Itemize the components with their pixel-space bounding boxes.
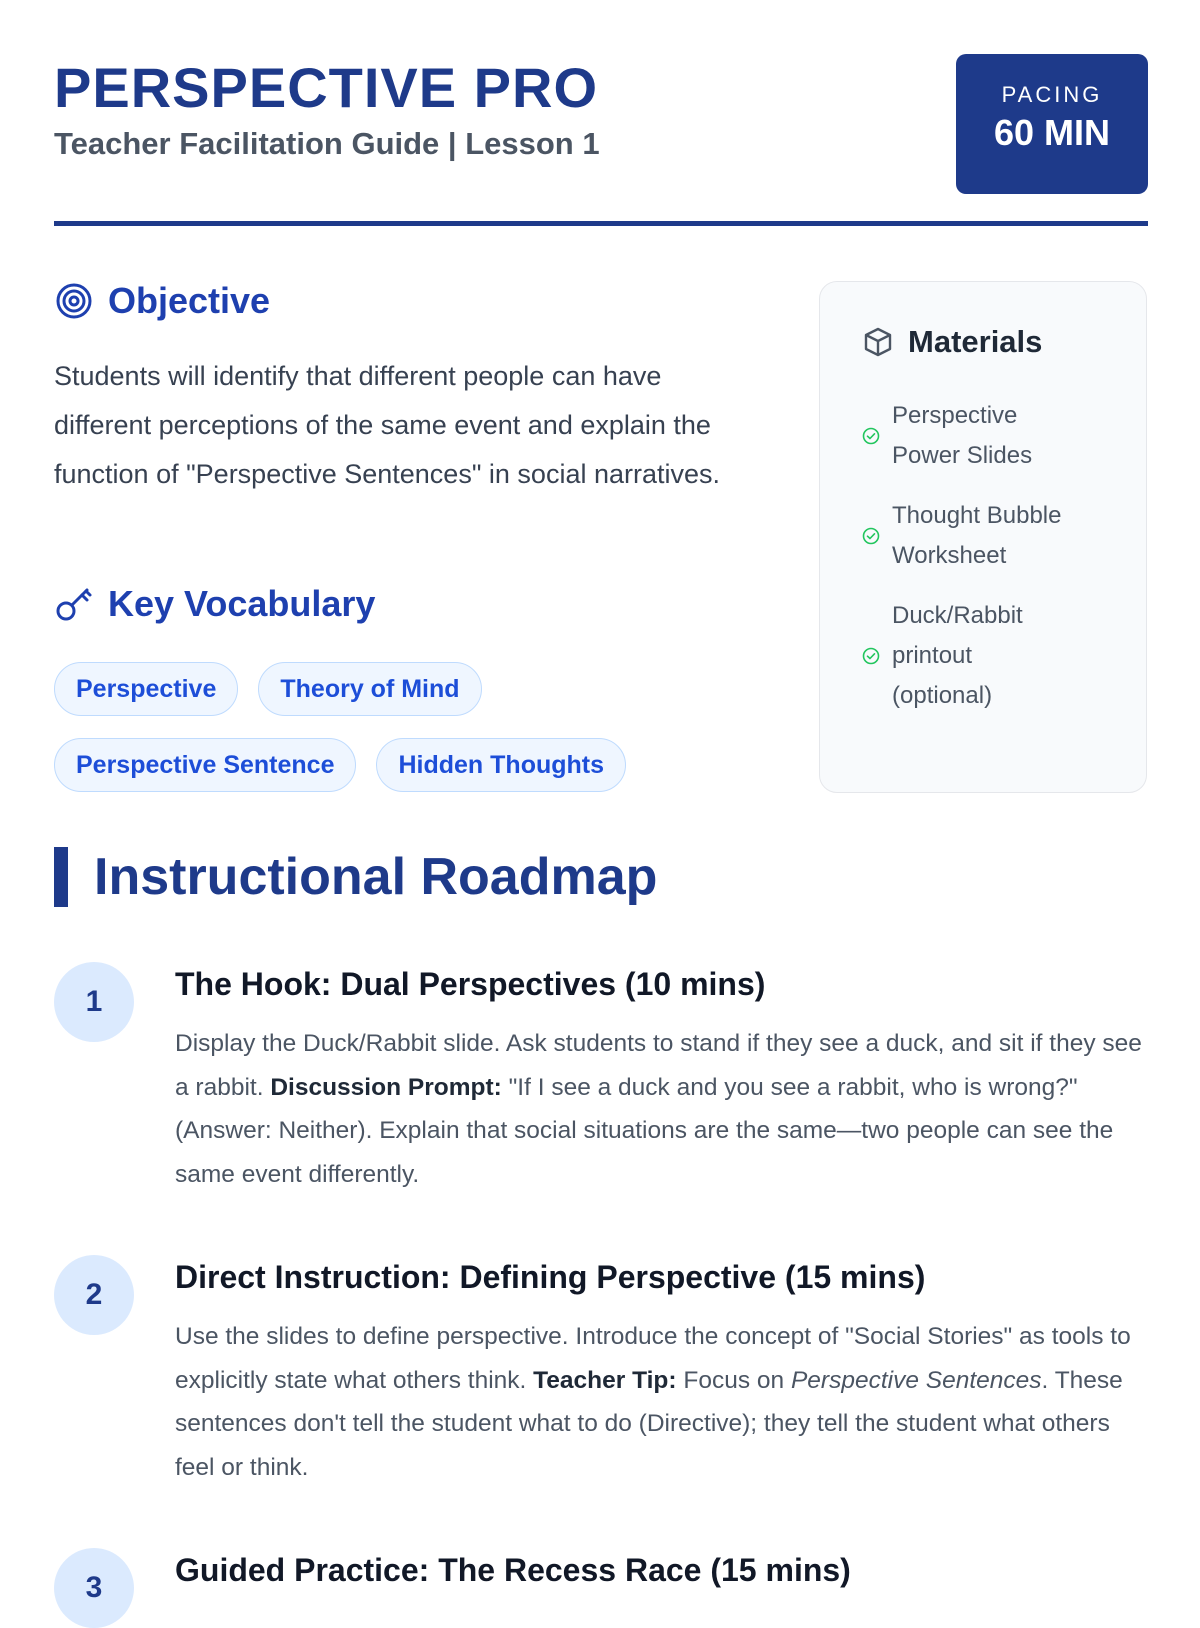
materials-item xyxy=(862,596,1122,716)
vocab-chip: Theory of Mind xyxy=(258,662,481,716)
step-title: Guided Practice: The Recess Race (15 mins) xyxy=(175,1552,851,1588)
vocab-chip: Perspective Sentence xyxy=(54,738,356,792)
step-body-emphasis: Perspective Sentences xyxy=(790,1366,1042,1394)
step-title: Direct Instruction: Defining Perspective (15 mins) xyxy=(175,1259,926,1295)
materials-item xyxy=(862,496,1122,576)
check-circle-icon xyxy=(862,427,880,445)
step-body-text: . These sentences don't tell the student what to do (Directive); they tell the student what others feel or think. xyxy=(175,1366,1123,1481)
check-circle-icon xyxy=(862,527,880,545)
materials-item-label: Duck/Rabbit printout (optional) xyxy=(892,602,1023,709)
objective-text: Students will identify that different people can have different perceptions of the same event and explain the function of "Perspective Sentences" in social narratives. xyxy=(54,361,721,489)
check-circle-icon xyxy=(862,647,880,665)
step-body-text: Display the Duck/Rabbit slide. Ask students to stand if they see a duck, and sit if they see a rabbit. xyxy=(175,1030,1142,1101)
pacing-label: PACING xyxy=(1001,82,1103,107)
step-number: 2 xyxy=(54,1255,134,1335)
page-subtitle: Teacher Facilitation Guide | Lesson 1 xyxy=(54,126,600,161)
step-number: 3 xyxy=(54,1548,134,1628)
pacing-badge xyxy=(956,54,1148,194)
vocab-chip: Perspective xyxy=(54,662,238,716)
vocabulary-chips xyxy=(54,662,774,814)
step-body xyxy=(175,1022,1155,1196)
step-body-label: Discussion Prompt: xyxy=(270,1073,502,1101)
step-title: The Hook: Dual Perspectives (10 mins) xyxy=(175,966,766,1002)
materials-item xyxy=(862,396,1122,476)
box-icon xyxy=(862,326,894,358)
materials-card xyxy=(819,281,1147,793)
materials-item-label: Perspective Power Slides xyxy=(892,402,1033,469)
roadmap-heading xyxy=(54,847,657,907)
step-body-text: "If I see a duck and you see a rabbit, who is wrong?" (Answer: Neither). Explain that social situations are the same—two people can see the same event differently. xyxy=(175,1073,1114,1188)
step-body-text: Focus on xyxy=(676,1366,791,1394)
vocabulary-heading xyxy=(54,583,375,625)
materials-heading-label: Materials xyxy=(908,324,1043,359)
key-icon xyxy=(54,584,94,624)
roadmap-accent-bar xyxy=(54,847,68,907)
vocab-chip: Hidden Thoughts xyxy=(376,738,626,792)
materials-heading xyxy=(862,324,1042,360)
step-number: 1 xyxy=(54,962,134,1042)
objective-heading-label: Objective xyxy=(108,280,271,321)
header-divider xyxy=(54,221,1148,226)
page-title: PERSPECTIVE PRO xyxy=(54,56,599,119)
step-body xyxy=(175,1315,1155,1489)
objective-heading xyxy=(54,280,270,322)
pacing-value: 60 MIN xyxy=(993,112,1111,153)
target-icon xyxy=(54,281,94,321)
roadmap-title: Instructional Roadmap xyxy=(94,848,658,906)
vocabulary-heading-label: Key Vocabulary xyxy=(108,583,376,624)
materials-item-label: Thought Bubble Worksheet xyxy=(892,502,1062,569)
step-body-label: Teacher Tip: xyxy=(533,1366,677,1394)
step-body-text: Use the slides to define perspective. Introduce the concept of "Social Stories" as tools to explicitly state what others think. xyxy=(175,1323,1131,1394)
